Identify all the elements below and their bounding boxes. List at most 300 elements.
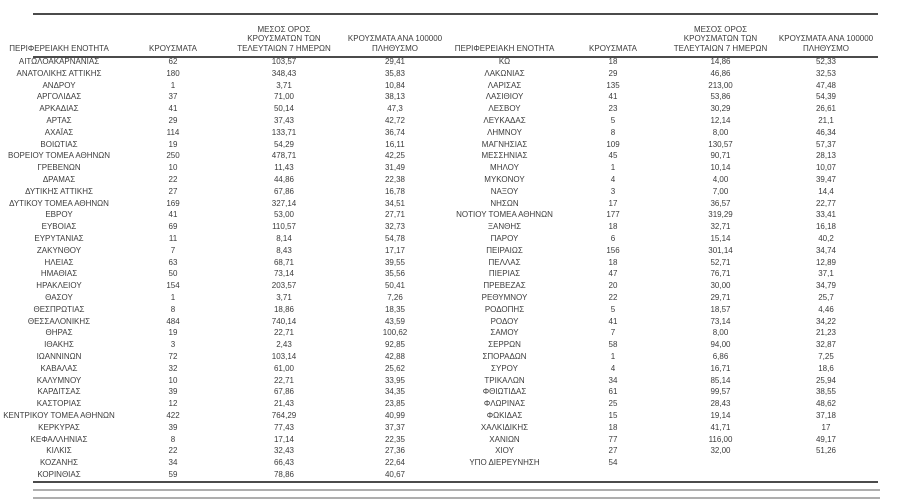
cell-left-per100k: 92,85 xyxy=(384,340,406,350)
header-line: ΚΡΟΥΣΜΑΤΑ xyxy=(149,43,197,53)
cell-left-cases: 29 xyxy=(168,115,178,125)
cell-right-per100k: 4,46 xyxy=(818,304,834,314)
cell-left-avg7: 478,71 xyxy=(271,151,297,161)
cell-left-region: ΚΑΒΑΛΑΣ xyxy=(40,363,78,373)
cell-right-cases: 22 xyxy=(608,292,618,302)
cell-right-per100k: 48,62 xyxy=(815,399,837,409)
table-row xyxy=(0,327,878,339)
table-row xyxy=(0,351,878,363)
cell-right-avg7: 130,57 xyxy=(708,139,733,149)
cell-right-per100k: 38,55 xyxy=(815,387,837,397)
cell-left-cases: 27 xyxy=(168,186,178,196)
cell-left-avg7: 740,14 xyxy=(271,316,297,326)
cell-left-per100k: 22,64 xyxy=(384,458,406,468)
cell-left-per100k: 34,35 xyxy=(384,387,406,397)
table-row xyxy=(0,386,878,398)
cell-right-avg7: 76,71 xyxy=(710,269,731,279)
cell-left-per100k: 36,74 xyxy=(384,127,406,137)
cell-left-cases: 41 xyxy=(168,104,178,114)
cell-left-per100k: 32,73 xyxy=(384,222,406,232)
cell-right-region: ΛΕΣΒΟΥ xyxy=(488,104,521,114)
cell-right-cases: 1 xyxy=(610,351,616,361)
cell-right-region: ΡΟΔΟΠΗΣ xyxy=(484,304,525,314)
cell-right-cases: 47 xyxy=(608,269,618,279)
cell-left-avg7: 32,43 xyxy=(273,446,295,456)
table-row xyxy=(0,221,878,233)
cell-right-cases: 45 xyxy=(608,151,618,161)
cell-left-region: ΔΥΤΙΚΟΥ ΤΟΜΕΑ ΑΘΗΝΩΝ xyxy=(9,198,109,208)
cell-right-cases: 7 xyxy=(610,328,616,338)
header-cell-left-cases xyxy=(118,16,228,56)
table-row xyxy=(0,280,878,292)
cell-left-avg7: 77,43 xyxy=(273,422,295,432)
cell-left-cases: 41 xyxy=(168,210,178,220)
cell-right-region: ΛΑΚΩΝΙΑΣ xyxy=(484,68,525,78)
header-line: ΜΕΣΟΣ ΟΡΟΣ xyxy=(257,24,311,34)
cell-left-avg7: 103,57 xyxy=(271,57,297,66)
cell-left-region: ΚΕΝΤΡΙΚΟΥ ΤΟΜΕΑ ΑΘΗΝΩΝ xyxy=(3,410,115,420)
cell-left-cases: 22 xyxy=(168,446,178,456)
cell-left-region: ΘΗΡΑΣ xyxy=(45,328,73,338)
table-row xyxy=(0,268,878,280)
cell-left-per100k: 42,25 xyxy=(384,151,406,161)
cell-left-cases: 7 xyxy=(170,245,176,255)
cell-right-cases: 34 xyxy=(608,375,618,385)
cell-left-cases: 8 xyxy=(170,434,176,444)
cell-left-region: ΗΛΕΙΑΣ xyxy=(44,257,74,267)
cell-right-avg7: 30,29 xyxy=(710,104,731,114)
cell-left-avg7: 348,43 xyxy=(271,68,297,78)
header-line: ΠΛΗΘΥΣΜΟ xyxy=(802,43,850,53)
cell-right-avg7: 29,71 xyxy=(710,292,731,302)
table-row xyxy=(0,150,878,162)
cell-left-avg7: 2,43 xyxy=(276,340,292,350)
cell-left-avg7: 54,29 xyxy=(273,139,295,149)
cell-right-per100k: 34,74 xyxy=(815,245,837,255)
table-row xyxy=(0,316,878,328)
cell-left-avg7: 67,86 xyxy=(273,387,295,397)
cell-right-cases: 54 xyxy=(608,458,618,468)
cell-right-cases xyxy=(559,469,667,481)
table-header xyxy=(0,16,878,56)
cell-left-region: ΚΟΡΙΝΘΙΑΣ xyxy=(37,469,81,479)
table-body xyxy=(0,56,878,481)
cell-left-cases: 422 xyxy=(166,410,180,420)
cell-right-per100k: 33,41 xyxy=(815,210,837,220)
table-row xyxy=(0,198,878,210)
cell-right-cases: 4 xyxy=(610,363,616,373)
cell-right-region: ΣΠΟΡΑΔΩΝ xyxy=(482,351,527,361)
table-row xyxy=(0,233,878,245)
cell-left-per100k: 25,62 xyxy=(384,363,406,373)
cell-left-cases: 250 xyxy=(166,151,180,161)
cell-right-region: ΤΡΙΚΑΛΩΝ xyxy=(484,375,525,385)
cell-left-avg7: 3,71 xyxy=(276,292,292,302)
cell-left-avg7: 71,00 xyxy=(273,92,295,102)
table-row xyxy=(0,339,878,351)
cell-right-avg7: 46,86 xyxy=(710,68,731,78)
cell-left-region: ΕΥΒΟΙΑΣ xyxy=(41,222,77,232)
cell-left-avg7: 73,14 xyxy=(273,269,295,279)
footer-light-rule-1 xyxy=(33,489,880,491)
cell-left-per100k: 16,78 xyxy=(384,186,406,196)
table-row xyxy=(0,68,878,80)
table-row xyxy=(0,186,878,198)
cell-left-per100k: 27,36 xyxy=(384,446,406,456)
header-line: ΜΕΣΟΣ ΟΡΟΣ xyxy=(693,24,748,34)
cell-left-cases: 484 xyxy=(166,316,180,326)
cell-left-region: ΙΘΑΚΗΣ xyxy=(44,340,74,350)
cell-left-region: ΘΑΣΟΥ xyxy=(45,292,73,302)
cell-right-cases: 135 xyxy=(606,80,620,90)
header-cell-left-per100k xyxy=(340,16,450,56)
cell-right-region: ΛΗΜΝΟΥ xyxy=(487,127,522,137)
cell-right-region: ΦΘΙΩΤΙΔΑΣ xyxy=(482,387,527,397)
cell-right-cases: 15 xyxy=(608,410,618,420)
cell-right-per100k: 37,18 xyxy=(815,410,837,420)
cell-right-per100k xyxy=(774,457,878,469)
cell-left-region: ΑΡΤΑΣ xyxy=(46,115,72,125)
header-cell-right-region xyxy=(450,16,559,56)
cell-left-per100k: 29,41 xyxy=(384,57,406,66)
cell-left-avg7: 61,00 xyxy=(273,363,295,373)
cell-left-region: ΚΑΡΔΙΤΣΑΣ xyxy=(37,387,81,397)
cell-right-per100k: 28,13 xyxy=(815,151,837,161)
cell-right-per100k: 37,1 xyxy=(818,269,834,279)
header-line: ΚΡΟΥΣΜΑΤΩΝ ΤΩΝ xyxy=(247,34,321,43)
table-row xyxy=(0,245,878,257)
cell-left-per100k: 22,38 xyxy=(384,174,406,184)
cell-left-region: ΚΕΦΑΛΛΗΝΙΑΣ xyxy=(30,434,88,444)
cell-right-cases: 5 xyxy=(610,304,616,314)
cell-right-per100k: 57,37 xyxy=(815,139,837,149)
cell-left-cases: 1 xyxy=(170,292,176,302)
cell-left-avg7: 764,29 xyxy=(271,410,297,420)
cell-left-region: ΕΒΡΟΥ xyxy=(45,210,73,220)
cell-left-avg7: 8,43 xyxy=(276,245,292,255)
cell-right-avg7: 28,43 xyxy=(710,399,731,409)
cell-left-cases: 10 xyxy=(168,375,178,385)
cell-left-cases: 39 xyxy=(168,422,178,432)
cell-left-region: ΖΑΚΥΝΘΟΥ xyxy=(36,245,82,255)
table-row xyxy=(0,375,878,387)
cell-right-cases: 41 xyxy=(608,316,618,326)
cell-right-region: ΥΠΟ ΔΙΕΡΕΥΝΗΣΗ xyxy=(469,458,540,468)
cell-right-region: ΡΟΔΟΥ xyxy=(490,316,519,326)
cell-right-region: ΧΑΛΚΙΔΙΚΗΣ xyxy=(480,422,529,432)
cell-left-per100k: 33,95 xyxy=(384,375,406,385)
table-row xyxy=(0,304,878,316)
cell-left-region: ΗΡΑΚΛΕΙΟΥ xyxy=(36,281,82,291)
cell-right-cases: 8 xyxy=(610,127,616,137)
header-line: ΚΡΟΥΣΜΑΤΑ ΑΝΑ 100000 xyxy=(347,34,443,43)
cell-right-region: ΣΑΜΟΥ xyxy=(490,328,519,338)
cell-right-per100k: 52,33 xyxy=(815,57,837,66)
header-line: ΚΡΟΥΣΜΑΤΩΝ ΤΩΝ xyxy=(683,34,758,43)
cell-right-region: ΞΑΝΘΗΣ xyxy=(487,222,522,232)
header-line: ΠΕΡΙΦΕΡΕΙΑΚΗ ΕΝΟΤΗΤΑ xyxy=(454,43,555,53)
cell-right-avg7: 6,86 xyxy=(712,351,729,361)
header-cell-left-avg7 xyxy=(228,16,340,56)
cell-left-cases: 50 xyxy=(168,269,178,279)
cell-left-avg7: 21,43 xyxy=(273,399,295,409)
table-row xyxy=(0,115,878,127)
cell-right-avg7: 15,14 xyxy=(710,233,731,243)
cell-right-avg7: 30,00 xyxy=(710,281,731,291)
cell-left-avg7: 11,43 xyxy=(274,163,294,173)
cell-right-cases: 156 xyxy=(606,245,620,255)
cell-left-avg7: 17,14 xyxy=(273,434,295,444)
cell-left-avg7: 53,00 xyxy=(273,210,295,220)
cell-right-region: ΧΑΝΙΩΝ xyxy=(489,434,520,444)
cell-right-region: ΠΙΕΡΙΑΣ xyxy=(488,269,521,279)
table-row xyxy=(0,457,878,469)
cell-right-per100k: 16,18 xyxy=(815,222,837,232)
cell-right-cases: 58 xyxy=(608,340,618,350)
cell-right-region: ΛΑΣΙΘΙΟΥ xyxy=(485,92,524,102)
cell-right-avg7: 4,00 xyxy=(712,174,729,184)
header-line: ΠΕΡΙΦΕΡΕΙΑΚΗ ΕΝΟΤΗΤΑ xyxy=(9,43,109,53)
cell-right-per100k xyxy=(774,469,878,481)
cell-left-region: ΑΙΤΩΛΟΑΚΑΡΝΑΝΙΑΣ xyxy=(18,57,100,66)
cell-right-per100k: 32,87 xyxy=(815,340,837,350)
cell-left-region: ΘΕΣΣΑΛΟΝΙΚΗΣ xyxy=(27,316,91,326)
cell-left-avg7: 78,86 xyxy=(273,469,295,479)
cell-left-per100k: 100,62 xyxy=(382,328,408,338)
cell-right-cases: 3 xyxy=(610,186,616,196)
cell-left-cases: 180 xyxy=(166,68,180,78)
cell-left-region: ΘΕΣΠΡΩΤΙΑΣ xyxy=(33,304,85,314)
cell-right-cases: 77 xyxy=(608,434,618,444)
table-row xyxy=(0,469,878,481)
cell-right-region: ΛΕΥΚΑΔΑΣ xyxy=(483,115,526,125)
cell-left-per100k: 31,49 xyxy=(384,163,406,173)
cell-right-region: ΡΕΘΥΜΝΟΥ xyxy=(481,292,528,302)
cell-right-per100k: 34,22 xyxy=(815,316,837,326)
table-row xyxy=(0,103,878,115)
cell-left-cases: 69 xyxy=(168,222,178,232)
cell-right-avg7: 14,86 xyxy=(710,57,731,66)
cell-right-region xyxy=(450,469,559,481)
cell-right-cases: 18 xyxy=(608,57,618,66)
cell-left-per100k: 39,55 xyxy=(384,257,406,267)
cell-left-per100k: 18,35 xyxy=(384,304,406,314)
cell-left-avg7: 37,43 xyxy=(273,115,295,125)
cell-left-per100k: 42,72 xyxy=(384,115,406,125)
cell-right-per100k: 7,25 xyxy=(818,351,834,361)
cell-left-avg7: 44,86 xyxy=(273,174,295,184)
cell-right-per100k: 10,07 xyxy=(815,163,837,173)
cell-left-per100k: 35,56 xyxy=(384,269,406,279)
cell-right-cases: 109 xyxy=(606,139,620,149)
cell-left-per100k: 27,71 xyxy=(384,210,406,220)
cell-left-cases: 169 xyxy=(166,198,180,208)
cell-left-region: ΑΝΔΡΟΥ xyxy=(42,80,76,90)
cell-right-cases: 1 xyxy=(610,163,616,173)
cell-right-per100k: 34,79 xyxy=(815,281,837,291)
cell-left-cases: 3 xyxy=(170,340,176,350)
cell-left-region: ΚΕΡΚΥΡΑΣ xyxy=(38,422,80,432)
cell-right-cases: 177 xyxy=(606,210,620,220)
table-row xyxy=(0,80,878,92)
header-line: ΠΛΗΘΥΣΜΟ xyxy=(371,43,419,53)
cell-right-region: ΜΕΣΣΗΝΙΑΣ xyxy=(481,151,528,161)
table-row xyxy=(0,292,878,304)
cell-right-avg7: 12,14 xyxy=(710,115,731,125)
cell-left-per100k: 22,35 xyxy=(384,434,406,444)
cell-left-avg7: 8,14 xyxy=(276,233,292,243)
cell-left-cases: 63 xyxy=(168,257,178,267)
cell-left-per100k: 23,85 xyxy=(384,399,406,409)
cell-right-avg7: 8,00 xyxy=(712,127,729,137)
cell-right-per100k: 21,23 xyxy=(815,328,837,338)
bottom-rule xyxy=(33,481,878,483)
cell-left-avg7: 103,14 xyxy=(271,351,297,361)
cell-right-cases: 25 xyxy=(608,399,618,409)
cell-left-cases: 62 xyxy=(168,57,178,66)
cell-left-cases: 10 xyxy=(168,163,178,173)
cell-right-avg7: 19,14 xyxy=(710,410,731,420)
cell-left-region: ΔΥΤΙΚΗΣ ΑΤΤΙΚΗΣ xyxy=(25,186,93,196)
cell-right-per100k: 25,94 xyxy=(815,375,837,385)
cell-left-region: ΕΥΡΥΤΑΝΙΑΣ xyxy=(34,233,84,243)
table-row xyxy=(0,410,878,422)
cell-right-cases: 5 xyxy=(610,115,616,125)
cell-right-avg7: 41,71 xyxy=(710,422,731,432)
cell-right-per100k: 51,26 xyxy=(815,446,837,456)
cell-left-per100k: 43,59 xyxy=(384,316,406,326)
cell-left-per100k: 7,26 xyxy=(387,292,403,302)
cell-right-per100k: 32,53 xyxy=(815,68,837,78)
header-row xyxy=(0,16,878,56)
cell-right-cases: 18 xyxy=(608,422,618,432)
cell-right-avg7: 52,71 xyxy=(710,257,731,267)
cell-left-avg7: 133,71 xyxy=(271,127,297,137)
cell-right-cases: 18 xyxy=(608,222,618,232)
cell-left-per100k: 16,11 xyxy=(385,139,405,149)
cell-left-cases: 114 xyxy=(166,127,180,137)
cell-right-region: ΝΟΤΙΟΥ ΤΟΜΕΑ ΑΘΗΝΩΝ xyxy=(456,210,553,220)
cell-left-cases: 39 xyxy=(168,387,178,397)
footer-light-rule-2 xyxy=(33,497,880,499)
cell-left-cases: 72 xyxy=(168,351,178,361)
cell-left-per100k: 47,3 xyxy=(387,104,403,114)
cell-left-region: ΚΑΛΥΜΝΟΥ xyxy=(36,375,82,385)
cell-left-cases: 34 xyxy=(168,458,178,468)
cell-left-cases: 19 xyxy=(168,139,178,149)
cell-left-region: ΚΟΖΑΝΗΣ xyxy=(39,458,79,468)
cell-right-cases: 6 xyxy=(610,233,616,243)
table-row xyxy=(0,434,878,446)
cell-right-avg7: 8,00 xyxy=(712,328,729,338)
cell-right-region: ΦΩΚΙΔΑΣ xyxy=(486,410,523,420)
cell-right-region: ΧΙΟΥ xyxy=(495,446,514,456)
cell-right-per100k: 25,7 xyxy=(818,292,834,302)
cell-right-avg7: 301,14 xyxy=(708,245,733,255)
cell-right-avg7: 7,00 xyxy=(712,186,729,196)
cell-right-region: ΠΑΡΟΥ xyxy=(490,233,519,243)
cell-left-per100k: 37,37 xyxy=(384,422,406,432)
table-row xyxy=(0,127,878,139)
cell-left-per100k: 17,17 xyxy=(384,245,406,255)
cell-right-per100k: 12,89 xyxy=(815,257,837,267)
cell-left-avg7: 203,57 xyxy=(271,281,297,291)
cell-right-cases: 41 xyxy=(608,92,618,102)
cell-right-per100k: 17 xyxy=(821,422,831,432)
cell-left-cases: 12 xyxy=(168,399,178,409)
table-row xyxy=(0,162,878,174)
table-row xyxy=(0,91,878,103)
cell-left-avg7: 66,43 xyxy=(273,458,295,468)
cell-right-per100k: 49,17 xyxy=(815,434,837,444)
cell-left-region: ΚΙΛΚΙΣ xyxy=(46,446,72,456)
table-row xyxy=(0,363,878,375)
cell-left-cases: 32 xyxy=(168,363,178,373)
cell-left-avg7: 3,71 xyxy=(276,80,292,90)
cell-right-avg7: 90,71 xyxy=(710,151,731,161)
cell-left-avg7: 22,71 xyxy=(273,375,295,385)
cell-right-region: ΠΕΙΡΑΙΩΣ xyxy=(486,245,523,255)
cell-left-cases: 59 xyxy=(168,469,178,479)
cell-left-region: ΓΡΕΒΕΝΩΝ xyxy=(37,163,81,173)
cell-left-per100k: 50,41 xyxy=(384,281,406,291)
table-row xyxy=(0,445,878,457)
cell-left-per100k: 38,13 xyxy=(384,92,406,102)
cell-right-avg7: 18,57 xyxy=(710,304,731,314)
cell-right-per100k: 40,2 xyxy=(818,233,834,243)
table-row xyxy=(0,174,878,186)
cell-left-per100k: 10,84 xyxy=(384,80,406,90)
cell-right-avg7: 36,57 xyxy=(710,198,731,208)
cell-left-avg7: 327,14 xyxy=(271,198,297,208)
cell-right-region: ΝΑΞΟΥ xyxy=(490,186,519,196)
cell-right-avg7: 53,86 xyxy=(710,92,731,102)
header-line: ΚΡΟΥΣΜΑΤΑ ΑΝΑ 100000 xyxy=(778,34,874,43)
cell-right-avg7: 116,00 xyxy=(708,434,733,444)
cell-right-cases: 17 xyxy=(608,198,618,208)
table-row xyxy=(0,139,878,151)
cell-left-avg7: 67,86 xyxy=(273,186,295,196)
cell-right-avg7: 94,00 xyxy=(710,340,731,350)
header-line: ΚΡΟΥΣΜΑΤΑ xyxy=(589,43,637,53)
cell-left-avg7: 50,14 xyxy=(273,104,295,114)
table-row xyxy=(0,56,878,68)
cell-left-cases: 8 xyxy=(170,304,176,314)
cell-left-avg7: 18,86 xyxy=(273,304,295,314)
cell-right-per100k: 46,34 xyxy=(815,127,837,137)
header-cell-right-cases xyxy=(559,16,667,56)
regional-cases-table xyxy=(0,16,878,481)
cell-left-per100k: 34,51 xyxy=(384,198,406,208)
cell-right-avg7: 319,29 xyxy=(708,210,733,220)
cell-left-cases: 11 xyxy=(168,233,178,243)
cell-left-region: ΑΝΑΤΟΛΙΚΗΣ ΑΤΤΙΚΗΣ xyxy=(16,68,102,78)
cell-right-per100k: 26,61 xyxy=(815,104,837,114)
cell-right-per100k: 39,47 xyxy=(815,174,837,184)
cell-left-region: ΒΟΡΕΙΟΥ ΤΟΜΕΑ ΑΘΗΝΩΝ xyxy=(7,151,111,161)
cell-right-region: ΣΕΡΡΩΝ xyxy=(488,340,521,350)
cell-right-region: ΠΡΕΒΕΖΑΣ xyxy=(483,281,526,291)
cell-right-avg7: 73,14 xyxy=(710,316,731,326)
top-rule xyxy=(33,13,878,15)
cell-right-avg7 xyxy=(667,457,774,469)
cell-right-region: ΜΥΚΟΝΟΥ xyxy=(484,174,525,184)
cell-left-region: ΔΡΑΜΑΣ xyxy=(42,174,76,184)
cell-right-region: ΣΥΡΟΥ xyxy=(491,363,518,373)
cell-right-per100k: 47,48 xyxy=(815,80,837,90)
cell-right-per100k: 54,39 xyxy=(815,92,837,102)
cell-left-avg7: 110,57 xyxy=(272,222,296,232)
